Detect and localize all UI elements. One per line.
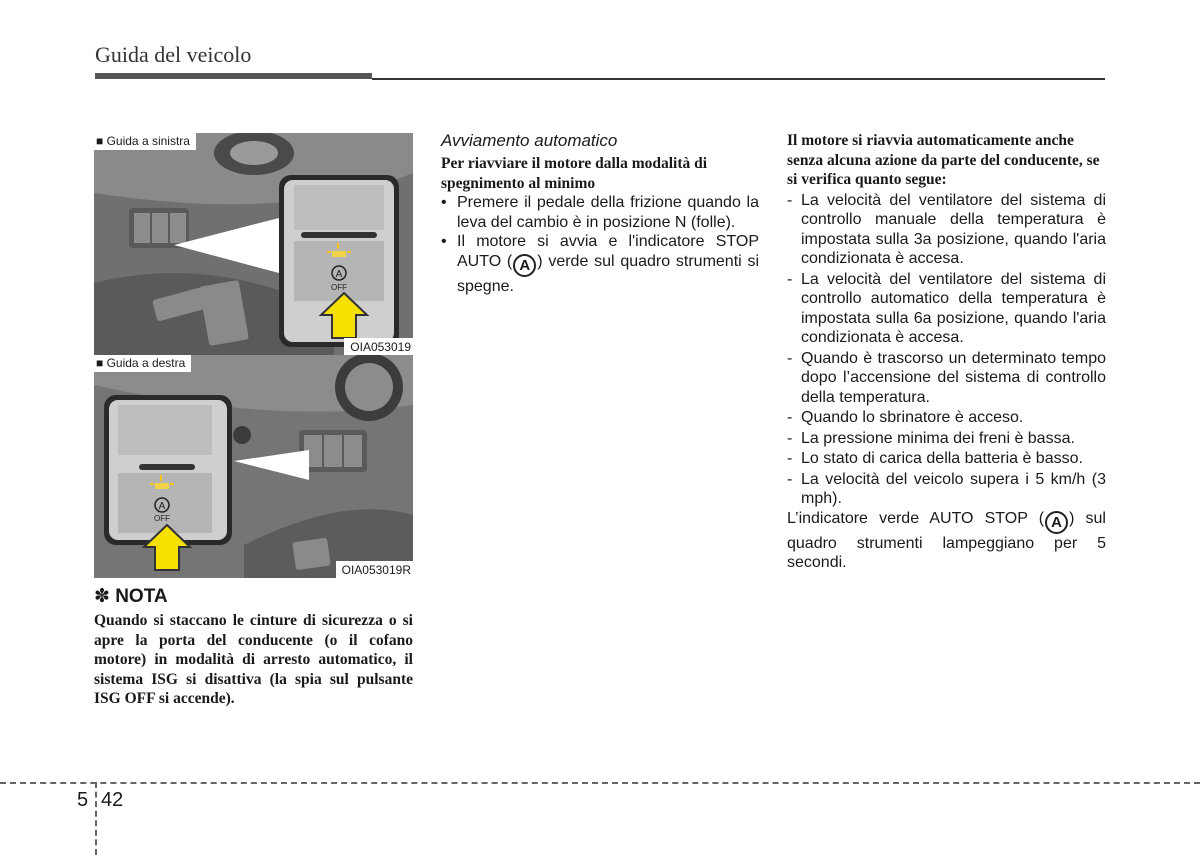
dash-mark: - [787, 429, 793, 447]
footer-divider [0, 782, 1200, 784]
figure-code: OIA053019 [344, 338, 413, 355]
dash-mark: - [787, 191, 793, 209]
off-label: OFF [331, 283, 347, 292]
list-item [787, 270, 1106, 348]
auto-stop-icon: A [1045, 511, 1068, 534]
list-item [787, 191, 1106, 269]
figure-right-hand-drive [94, 355, 413, 578]
dash-mark: - [787, 450, 793, 467]
bullet-mark: • [441, 194, 447, 211]
list-item-text: Quando è trascorso un determinato tempo dopo l’accensione del sistema di controllo della temperatura. [801, 349, 1106, 406]
column-auto-restart-conditions [787, 131, 1106, 573]
list-item [441, 232, 759, 296]
list-item-text: La velocità del ventilatore del sistema di controllo automatico della temperatura è impostata sulla 6a posizione, quando l'aria condizionata è accesa. [801, 270, 1106, 346]
list-item [787, 429, 1106, 449]
page-header-title: Guida del veicolo [95, 42, 252, 67]
restart-steps-list [441, 193, 759, 296]
list-item-text: La pressione minima dei freni è bassa. [801, 429, 1075, 447]
closing-paragraph [787, 509, 1106, 573]
figure-label: ■ Guida a sinistra [94, 133, 196, 150]
figure-left-hand-drive [94, 133, 413, 355]
figure-code: OIA053019R [336, 561, 413, 578]
dash-mark: - [787, 409, 793, 426]
svg-text:A: A [335, 269, 343, 280]
header-rule-thin [372, 78, 1105, 80]
auto-stop-icon: A [513, 254, 536, 277]
closing-text-post: ) sul quadro strumenti lampeggiano per 5 secondi. [787, 509, 1106, 571]
list-item [787, 449, 1106, 469]
off-label: OFF [154, 514, 170, 523]
page-number: 42 [101, 789, 124, 811]
figure-label: ■ Guida a destra [94, 355, 191, 372]
list-item [787, 349, 1106, 408]
dash-mark: - [787, 349, 793, 367]
list-item [787, 470, 1106, 509]
list-item-text: Lo stato di carica della batteria è basso. [801, 450, 1083, 467]
section-subtitle: Avviamento automatico [441, 131, 618, 150]
footer-vertical-divider [95, 782, 97, 855]
section-heading: Per riavviare il motore dalla modalità di spegnimento al minimo [441, 155, 708, 192]
conditions-list [787, 191, 1106, 509]
dash-mark: - [787, 270, 793, 288]
nota-title: ✽ NOTA [94, 586, 168, 607]
chapter-number: 5 [77, 789, 89, 811]
closing-text-pre: L’indicatore verde AUTO STOP ( [787, 509, 1045, 527]
list-item-text-pre: Il motore si avvia e l'indicatore STOP AUTO ( [457, 233, 759, 270]
dashboard-illustration-right [94, 355, 413, 578]
list-item-text: Quando lo sbrinatore è acceso. [801, 409, 1024, 426]
list-item-text: La velocità del veicolo supera i 5 km/h (3 mph). [801, 470, 1106, 507]
bullet-mark: • [441, 233, 447, 250]
nota-body: Quando si staccano le cinture di sicurezza o si apre la porta del conducente (o il cofano motore) in modalità di arresto automatico, il sistema ISG si disattiva (la spia sul pulsante ISG OFF si accende). [94, 612, 413, 707]
svg-text:A: A [158, 501, 166, 512]
list-item [441, 193, 759, 232]
column-restart [441, 131, 759, 296]
header-rule-thick [95, 73, 372, 79]
list-item-text: Premere il pedale della frizione quando la leva del cambio è in posizione N (folle). [457, 194, 759, 231]
list-item-text: La velocità del ventilatore del sistema di controllo manuale della temperatura è impostata sulla 3a posizione, quando l'aria condizionata è accesa. [801, 191, 1106, 267]
dash-mark: - [787, 470, 793, 488]
dashboard-illustration-left [94, 133, 413, 355]
section-heading: Il motore si riavvia automaticamente anche senza alcuna azione da parte del conducente, se si verifica quanto segue: [787, 132, 1100, 188]
list-item-text-post: ) verde sul quadro strumenti si spegne. [457, 252, 760, 295]
list-item [787, 408, 1106, 428]
